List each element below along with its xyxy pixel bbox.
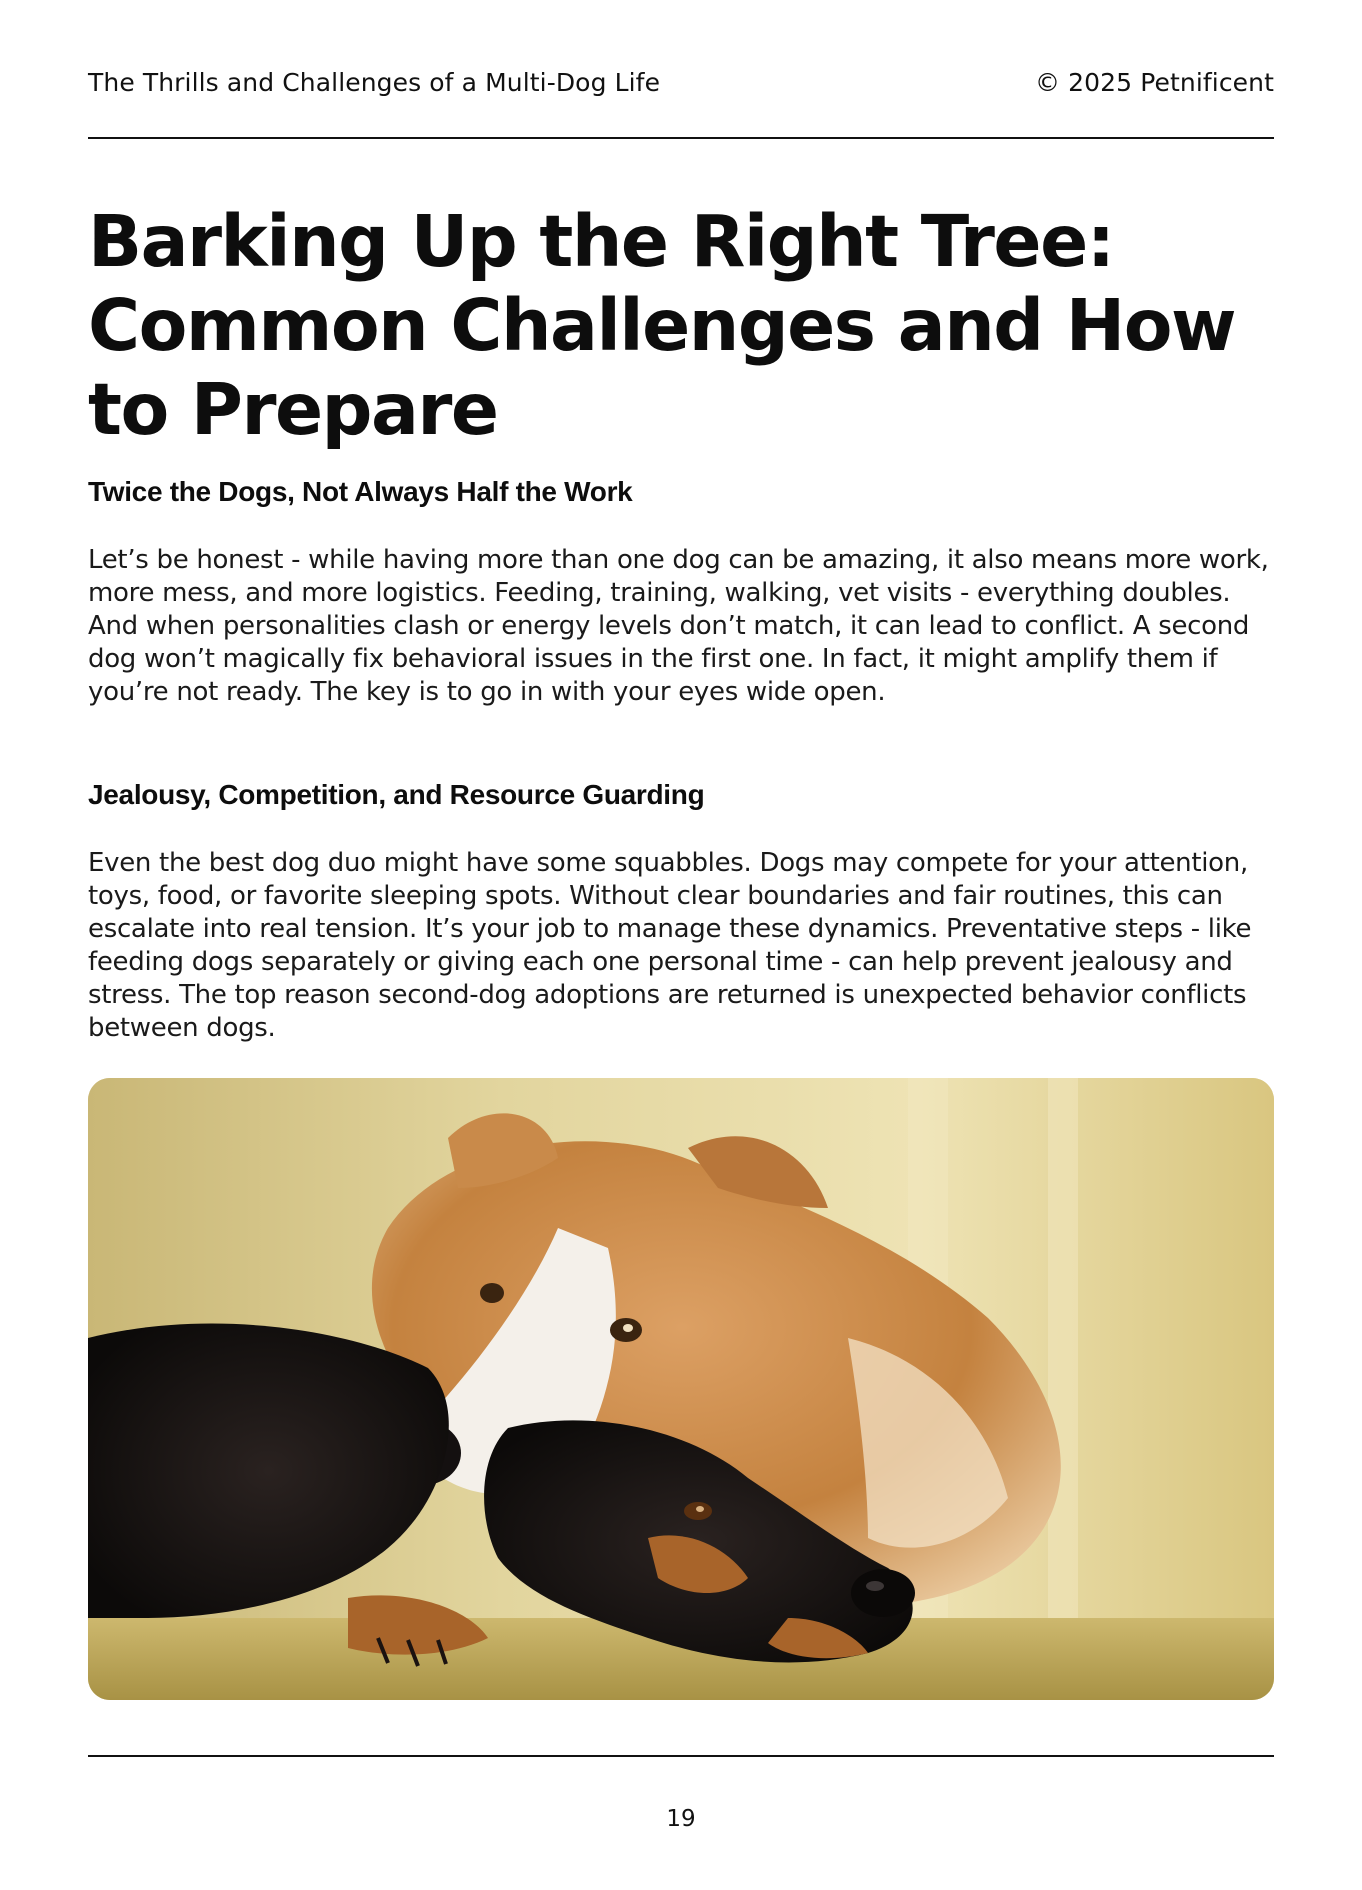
section-heading-jealousy: Jealousy, Competition, and Resource Guarding (88, 779, 705, 810)
copyright-notice: © 2025 Petnificent (1035, 67, 1274, 97)
section-body-jealousy: Even the best dog duo might have some squabbles. Dogs may compete for your attention, toys, food, or favorite sleeping spots. Without clear boundaries and fair routines, this can escalate into real tension. It’s your job to manage these dynamics. Preventative steps - like feeding dogs separately or giving each one personal time - can help prevent jealousy and stress. The top reason second-dog adoptions are returned is unexpected behavior conflicts between dogs. (88, 848, 1252, 1043)
page-header (88, 64, 1274, 100)
header-divider (88, 137, 1274, 139)
article-title: Barking Up the Right Tree: Common Challenges and How to Prepare (88, 200, 1236, 451)
section-heading-twice-the-dogs: Twice the Dogs, Not Always Half the Work (88, 476, 633, 507)
two-dogs-photo (88, 1078, 1274, 1700)
running-title: The Thrills and Challenges of a Multi-Dog Life (88, 67, 661, 97)
footer-divider (88, 1755, 1274, 1757)
page-number: 19 (666, 1806, 696, 1832)
document-page (88, 0, 1274, 1890)
section-body-twice-the-dogs: Let’s be honest - while having more than one dog can be amazing, it also means more work, more mess, and more logistics. Feeding, training, walking, vet visits - everything doubles. And when personalities clash or energy levels don’t match, it can lead to conflict. A second dog won’t magically fix behavioral issues in the first one. In fact, it might amplify them if you’re not ready. The key is to go in with your eyes wide open. (88, 545, 1269, 707)
